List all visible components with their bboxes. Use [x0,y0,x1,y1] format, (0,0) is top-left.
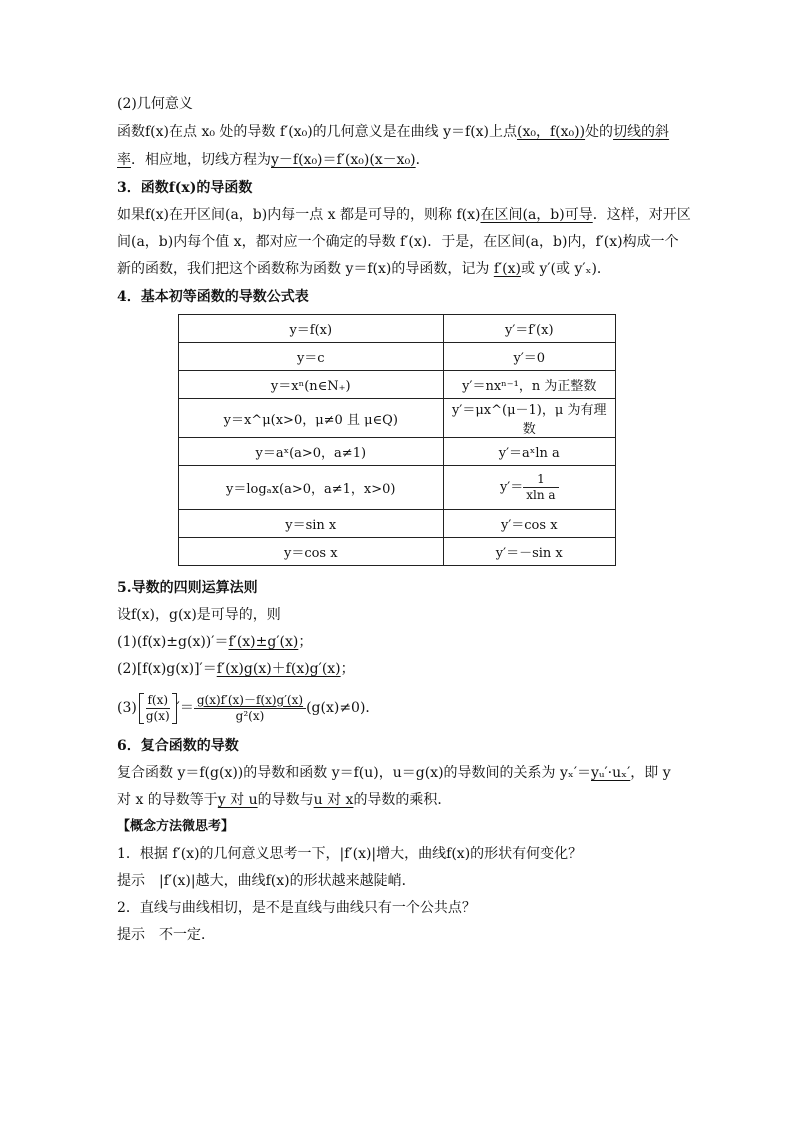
table-cell-function: y＝x^μ(x>0，μ≠0 且 μ∈Q) [179,399,444,438]
bracket-fraction: $\frac{f(x)}{g(x)}$ [139,693,177,724]
table-cell-derivative: y′＝cos x [443,510,615,538]
table-cell-derivative: y′＝μx^(μ－1)，μ 为有理数 [443,399,615,438]
question-1: 1．根据 f′(x)的几何意义思考一下，|f′(x)|增大，曲线f(x)的形状有何变化？ [117,846,583,862]
fraction: $\frac{1}{\text{xln a}}$ [523,472,558,503]
section-3-line-2: 间(a，b)内每个值 x，都对应一个确定的导数 f′(x)．于是，在区间(a，b)内，f′(x)构成一个 [117,234,679,250]
answer-2: 提示 不一定． [117,927,215,943]
section-6-line-2: 对 x 的导数等于y 对 u的导数与u 对 x的导数的乘积． [117,792,452,808]
question-2: 2．直线与曲线相切，是不是直线与曲线只有一个公共点？ [117,900,476,916]
section-5-intro: 设f(x)，g(x)是可导的，则 [117,607,281,623]
rule-1: (1)(f(x)±g(x))′＝f′(x)±g′(x)； [117,634,313,650]
table-cell-derivative: y′＝aˣln a [443,438,615,466]
table-row [179,538,616,566]
section-6-line-1: 复合函数 y＝f(g(x))的导数和函数 y＝f(u)，u＝g(x)的导数间的关系为 yₓ′＝yᵤ′·uₓ′，即 y [117,765,671,781]
geometric-meaning-line-2: 率．相应地，切线方程为y－f(x₀)＝f′(x₀)(x－x₀)． [117,152,430,168]
table-cell-derivative: y′＝ $\frac{1}{\text{xln a}}$ [443,466,615,510]
table-cell-function: y＝c [179,343,444,371]
table-row [179,510,616,538]
table-cell-derivative: y′＝－sin x [443,538,615,566]
table-row [179,371,616,399]
table-cell-function: y＝aˣ(a>0，a≠1) [179,438,444,466]
table-cell-function: y＝sin x [179,510,444,538]
table-cell-function: y＝f(x) [179,315,444,343]
geometric-meaning-heading: (2)几何意义 [117,96,193,112]
section-3-line-3: 新的函数，我们把这个函数称为函数 y＝f(x)的导函数，记为 f′(x)或 y′(或 y′ₓ)． [117,261,611,277]
section-5-heading: 5.导数的四则运算法则 [117,580,258,596]
section-6-heading: 6．复合函数的导数 [117,738,239,754]
section-3-line-1: 如果f(x)在开区间(a，b)内每一点 x 都是可导的，则称 f(x)在区间(a，b)可导．这样，对开区 [117,207,691,223]
derivative-formula-table [178,314,616,566]
section-3-heading: 3．函数f(x)的导函数 [117,180,253,196]
answer-1: 提示 |f′(x)|越大，曲线f(x)的形状越来越陡峭． [117,873,416,889]
table-row [179,343,616,371]
table-row [179,315,616,343]
fraction: $\frac{g(x)f'(x)-f(x)g'(x)}{\text{g²(x)}}$ [194,693,306,724]
table-row [179,466,616,510]
table-row [179,438,616,466]
table-cell-function: y＝xⁿ(n∈N₊) [179,371,444,399]
table-cell-derivative: y′＝0 [443,343,615,371]
table-row [179,399,616,438]
table-cell-function: y＝logₐx(a>0，a≠1，x>0) [179,466,444,510]
section-4-heading: 4．基本初等函数的导数公式表 [117,289,309,305]
think-heading: 【概念方法微思考】 [117,819,235,834]
rule-2: (2)[f(x)g(x)]′＝f′(x)g(x)＋f(x)g′(x)； [117,661,355,677]
table-cell-derivative: y′＝f′(x) [443,315,615,343]
table-cell-derivative: y′＝nxⁿ⁻¹，n 为正整数 [443,371,615,399]
rule-3: (3) $\frac{f(x)}{g(x)}$ ′＝ $\frac{g(x)f'(x)-f(x)g'(x)}{\text{g²(x)}}$ (g(x)≠0)． [117,692,380,723]
table-cell-function: y＝cos x [179,538,444,566]
geometric-meaning-line-1: 函数f(x)在点 x₀ 处的导数 f′(x₀)的几何意义是在曲线 y＝f(x)上点(x₀，f(x₀))处的切线的斜 [117,124,670,140]
